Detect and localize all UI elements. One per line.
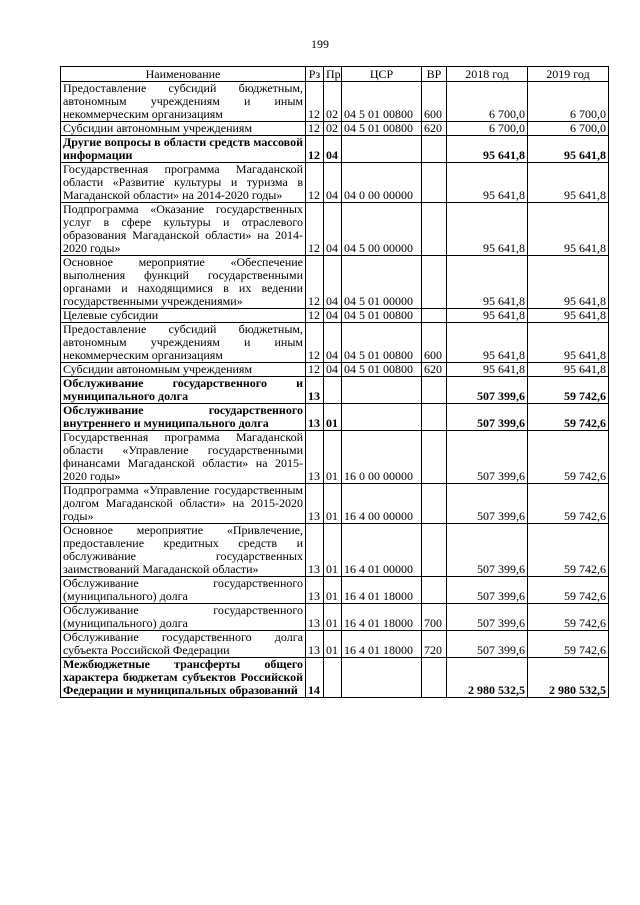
cell-rz: 12 — [306, 136, 324, 163]
column-header-rz: Рз — [306, 67, 324, 82]
cell-rz: 12 — [306, 122, 324, 136]
cell-rz: 13 — [306, 484, 324, 524]
table-row — [61, 524, 609, 577]
cell-rz: 14 — [306, 658, 324, 698]
cell-csr: 04 5 00 00000 — [342, 203, 422, 256]
table-row — [61, 309, 609, 323]
table-row — [61, 484, 609, 524]
cell-rz: 12 — [306, 363, 324, 377]
cell-vr — [422, 163, 447, 203]
cell-y2018: 507 399,6 — [447, 604, 528, 631]
cell-vr — [422, 377, 447, 404]
cell-rz: 13 — [306, 604, 324, 631]
table-row — [61, 631, 609, 658]
table-row — [61, 377, 609, 404]
cell-y2018: 6 700,0 — [447, 122, 528, 136]
cell-y2019: 6 700,0 — [528, 82, 609, 122]
budget-table — [60, 66, 609, 698]
cell-csr: 04 5 01 00800 — [342, 363, 422, 377]
cell-pr — [324, 377, 342, 404]
cell-y2019: 95 641,8 — [528, 363, 609, 377]
cell-name: Межбюджетные трансферты общего характера бюджетам субъектов Российской Федерации и муниципальных образований — [61, 658, 306, 698]
cell-y2019: 2 980 532,5 — [528, 658, 609, 698]
cell-vr: 600 — [422, 323, 447, 363]
cell-name: Государственная программа Магаданской области «Управление государственными финансами Магаданской области» на 2015-2020 годы» — [61, 431, 306, 484]
cell-y2019: 59 742,6 — [528, 484, 609, 524]
column-header-2019: 2019 год — [528, 67, 609, 82]
cell-vr — [422, 203, 447, 256]
cell-csr — [342, 658, 422, 698]
cell-csr: 04 5 01 00000 — [342, 256, 422, 309]
table-row — [61, 82, 609, 122]
cell-rz: 13 — [306, 404, 324, 431]
table-row — [61, 577, 609, 604]
cell-csr: 04 5 01 00800 — [342, 82, 422, 122]
cell-vr: 720 — [422, 631, 447, 658]
cell-y2018: 95 641,8 — [447, 163, 528, 203]
cell-name: Обслуживание государственного внутреннего и муниципального долга — [61, 404, 306, 431]
cell-y2018: 2 980 532,5 — [447, 658, 528, 698]
cell-y2019: 95 641,8 — [528, 323, 609, 363]
cell-name: Субсидии автономным учреждениям — [61, 122, 306, 136]
cell-name: Другие вопросы в области средств массовой информации — [61, 136, 306, 163]
cell-rz: 13 — [306, 377, 324, 404]
cell-y2018: 507 399,6 — [447, 484, 528, 524]
cell-y2018: 95 641,8 — [447, 203, 528, 256]
cell-rz: 12 — [306, 82, 324, 122]
cell-csr — [342, 377, 422, 404]
cell-y2018: 507 399,6 — [447, 404, 528, 431]
cell-vr: 700 — [422, 604, 447, 631]
cell-csr: 16 4 01 18000 — [342, 577, 422, 604]
cell-y2019: 59 742,6 — [528, 577, 609, 604]
cell-csr — [342, 404, 422, 431]
cell-rz: 13 — [306, 431, 324, 484]
cell-y2018: 6 700,0 — [447, 82, 528, 122]
cell-pr: 01 — [324, 604, 342, 631]
cell-y2018: 507 399,6 — [447, 377, 528, 404]
cell-name: Основное мероприятие «Привлечение, предоставление кредитных средств и обслуживание государственных заимствований Магаданской области» — [61, 524, 306, 577]
cell-y2019: 95 641,8 — [528, 256, 609, 309]
table-row — [61, 136, 609, 163]
cell-pr: 02 — [324, 82, 342, 122]
cell-pr: 01 — [324, 431, 342, 484]
cell-y2019: 59 742,6 — [528, 431, 609, 484]
cell-csr: 16 4 01 18000 — [342, 604, 422, 631]
table-row — [61, 431, 609, 484]
cell-y2019: 59 742,6 — [528, 604, 609, 631]
cell-y2018: 507 399,6 — [447, 631, 528, 658]
column-header-csr: ЦСР — [342, 67, 422, 82]
cell-vr: 620 — [422, 122, 447, 136]
cell-vr — [422, 136, 447, 163]
cell-pr: 04 — [324, 309, 342, 323]
cell-csr: 16 4 01 00000 — [342, 524, 422, 577]
cell-y2018: 95 641,8 — [447, 136, 528, 163]
cell-y2019: 59 742,6 — [528, 524, 609, 577]
table-row — [61, 163, 609, 203]
table-row — [61, 404, 609, 431]
cell-name: Предоставление субсидий бюджетным, автономным учреждениям и иным некоммерческим организациям — [61, 323, 306, 363]
cell-csr: 16 0 00 00000 — [342, 431, 422, 484]
cell-name: Субсидии автономным учреждениям — [61, 363, 306, 377]
column-header-name: Наименование — [61, 67, 306, 82]
cell-name: Основное мероприятие «Обеспечение выполнения функций государственными органами и находящимися в их ведении государственными учреждениями» — [61, 256, 306, 309]
cell-pr: 04 — [324, 323, 342, 363]
cell-csr: 04 5 01 00800 — [342, 122, 422, 136]
cell-y2018: 95 641,8 — [447, 323, 528, 363]
cell-y2018: 507 399,6 — [447, 524, 528, 577]
table-row — [61, 256, 609, 309]
cell-y2018: 507 399,6 — [447, 431, 528, 484]
cell-y2019: 6 700,0 — [528, 122, 609, 136]
cell-csr: 04 5 01 00800 — [342, 323, 422, 363]
cell-vr: 620 — [422, 363, 447, 377]
cell-rz: 13 — [306, 524, 324, 577]
cell-pr: 01 — [324, 577, 342, 604]
cell-vr: 600 — [422, 82, 447, 122]
cell-vr — [422, 524, 447, 577]
cell-csr: 04 5 01 00800 — [342, 309, 422, 323]
cell-rz: 13 — [306, 577, 324, 604]
table-row — [61, 203, 609, 256]
cell-csr: 16 4 01 18000 — [342, 631, 422, 658]
cell-y2019: 95 641,8 — [528, 203, 609, 256]
cell-y2018: 95 641,8 — [447, 256, 528, 309]
cell-pr: 01 — [324, 484, 342, 524]
table-row — [61, 604, 609, 631]
table-row — [61, 122, 609, 136]
cell-y2019: 59 742,6 — [528, 377, 609, 404]
table-row — [61, 658, 609, 698]
column-header-pr: Пр — [324, 67, 342, 82]
cell-y2018: 507 399,6 — [447, 577, 528, 604]
page-number: 199 — [311, 37, 329, 51]
cell-name: Обслуживание государственного (муниципального) долга — [61, 604, 306, 631]
cell-rz: 12 — [306, 163, 324, 203]
cell-name: Обслуживание государственного (муниципального) долга — [61, 577, 306, 604]
table-header-row — [61, 67, 609, 82]
cell-vr — [422, 404, 447, 431]
cell-pr — [324, 658, 342, 698]
cell-csr: 04 0 00 00000 — [342, 163, 422, 203]
cell-y2019: 95 641,8 — [528, 163, 609, 203]
cell-vr — [422, 309, 447, 323]
cell-pr: 01 — [324, 631, 342, 658]
cell-name: Подпрограмма «Оказание государственных услуг в сфере культуры и отраслевого образования Магаданской области» на 2014-2020 годы» — [61, 203, 306, 256]
table-row — [61, 323, 609, 363]
table-row — [61, 363, 609, 377]
cell-csr — [342, 136, 422, 163]
cell-y2019: 95 641,8 — [528, 136, 609, 163]
cell-pr: 01 — [324, 524, 342, 577]
cell-rz: 12 — [306, 323, 324, 363]
cell-pr: 01 — [324, 404, 342, 431]
cell-y2019: 59 742,6 — [528, 631, 609, 658]
cell-name: Предоставление субсидий бюджетным, автономным учреждениям и иным некоммерческим организациям — [61, 82, 306, 122]
cell-vr — [422, 577, 447, 604]
cell-pr: 04 — [324, 163, 342, 203]
cell-vr — [422, 256, 447, 309]
cell-name: Обслуживание государственного и муниципального долга — [61, 377, 306, 404]
cell-vr — [422, 484, 447, 524]
cell-name: Подпрограмма «Управление государственным долгом Магаданской области» на 2015-2020 годы» — [61, 484, 306, 524]
cell-name: Целевые субсидии — [61, 309, 306, 323]
cell-y2019: 59 742,6 — [528, 404, 609, 431]
cell-vr — [422, 658, 447, 698]
cell-rz: 12 — [306, 203, 324, 256]
cell-vr — [422, 431, 447, 484]
cell-rz: 13 — [306, 631, 324, 658]
cell-y2018: 95 641,8 — [447, 363, 528, 377]
cell-rz: 12 — [306, 309, 324, 323]
cell-pr: 02 — [324, 122, 342, 136]
cell-name: Обслуживание государственного долга субъекта Российской Федерации — [61, 631, 306, 658]
column-header-vr: ВР — [422, 67, 447, 82]
cell-pr: 04 — [324, 203, 342, 256]
cell-y2019: 95 641,8 — [528, 309, 609, 323]
cell-pr: 04 — [324, 136, 342, 163]
cell-name: Государственная программа Магаданской области «Развитие культуры и туризма в Магаданской области» на 2014-2020 годы» — [61, 163, 306, 203]
column-header-2018: 2018 год — [447, 67, 528, 82]
cell-pr: 04 — [324, 363, 342, 377]
cell-rz: 12 — [306, 256, 324, 309]
cell-csr: 16 4 00 00000 — [342, 484, 422, 524]
cell-y2018: 95 641,8 — [447, 309, 528, 323]
cell-pr: 04 — [324, 256, 342, 309]
